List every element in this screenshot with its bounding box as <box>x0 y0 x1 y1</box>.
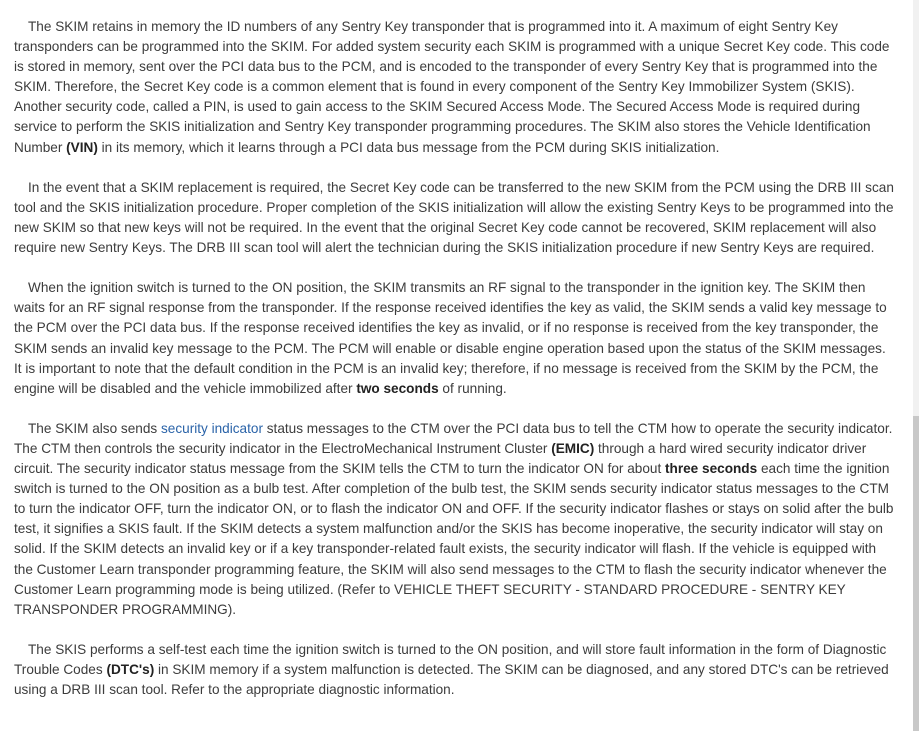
emphasized-term: three seconds <box>665 461 758 477</box>
paragraph-text: in SKIM memory if a system malfunction is detected. The SKIM can be diagnosed, and any stored DTC's can be retrieved using a DRB III scan tool. Refer to the appropriate diagnostic information. <box>14 662 889 698</box>
security-indicator-link[interactable]: security indicator <box>160 420 263 436</box>
paragraph-text: When the ignition switch is turned to the ON position, the SKIM transmits an RF signal to the transponder in the ignition key. The SKIM then waits for an RF signal response from the transponder. If the response received identifies the key as valid, the SKIM sends a valid key message to the PCM over the PCI data bus. If the response received identifies the key as invalid, or if no response is received from the key transponder, the SKIM sends an invalid key message to the PCM. The PCM will enable or disable engine operation based upon the status of the SKIM messages. It is important to note that the default condition in the PCM is an invalid key; therefore, if no message is received from the SKIM by the PCM, the engine will be disabled and the vehicle immobilized after <box>14 280 887 396</box>
paragraph-text: status messages to the CTM over the PCI data bus to tell the CTM how to operate the security indicator. The CTM then controls the security indicator in the ElectroMechanical Instrument Cluster <box>14 420 893 456</box>
paragraph-text: of running. <box>438 380 507 396</box>
paragraph <box>14 178 896 258</box>
paragraph <box>14 419 896 620</box>
scrollbar-thumb[interactable] <box>913 416 919 731</box>
paragraph <box>14 278 896 399</box>
paragraph-text: The SKIM also sends <box>28 420 161 436</box>
paragraph <box>14 17 896 158</box>
emphasized-term: (VIN) <box>66 139 98 155</box>
paragraph-text: each time the ignition switch is turned to the ON position as a bulb test. After completion of the bulb test, the SKIM sends security indicator status messages to the CTM to turn the indicator OFF, turn the indicator ON, or to flash the indicator ON and OFF. If the security indicator flashes or stays on solid after the bulb test, it signifies a SKIS fault. If the SKIM detects a system malfunction and/or the SKIS has become inoperative, the security indicator will stay on solid. If the SKIM detects an invalid key or if a key transponder-related fault exists, the security indicator will flash. If the vehicle is equipped with the Customer Learn transponder programming feature, the SKIM will also send messages to the CTM to flash the security indicator whenever the Customer Learn programming mode is being utilized. (Refer to VEHICLE THEFT SECURITY - STANDARD PROCEDURE - SENTRY KEY TRANSPONDER PROGRAMMING). <box>14 461 894 617</box>
emphasized-term: (EMIC) <box>551 440 595 456</box>
document-body <box>14 17 896 720</box>
vertical-scrollbar[interactable] <box>913 0 919 731</box>
emphasized-term: (DTC's) <box>106 662 155 677</box>
paragraph-text: The SKIM retains in memory the ID numbers of any Sentry Key transponder that is programmed into it. A maximum of eight Sentry Key transponders can be programmed into the SKIM. For added system security each SKIM is programmed with a unique Secret Key code. This code is stored in memory, sent over the PCI data bus to the PCM, and is encoded to the transponder of every Sentry Key that is programmed into the SKIM. Therefore, the Secret Key code is a common element that is found in every component of the Sentry Key Immobilizer System (SKIS). Another security code, called a PIN, is used to gain access to the SKIM Secured Access Mode. The Secured Access Mode is required during service to perform the SKIS initialization and Sentry Key transponder programming procedures. The SKIM also stores the Vehicle Identification Number <box>14 19 890 155</box>
paragraph-text: In the event that a SKIM replacement is required, the Secret Key code can be transferred to the new SKIM from the PCM using the DRB III scan tool and the SKIS initialization procedure. Proper completion of the SKIS initialization will allow the existing Sentry Keys to be programmed into the new SKIM so that new keys will not be required. In the event that the original Secret Key code cannot be recovered, SKIM replacement will also require new Sentry Keys. The DRB III scan tool will alert the technician during the SKIS initialization procedure if new Sentry Keys are required. <box>14 179 894 256</box>
paragraph <box>14 640 896 700</box>
paragraph-text: The SKIS performs a self-test each time the ignition switch is turned to the ON position, and will store fault information in the form of Diagnostic Trouble Codes <box>14 641 887 677</box>
paragraph-text: through a hard wired security indicator driver circuit. The security indicator status message from the SKIM tells the CTM to turn the indicator ON for about <box>14 440 867 477</box>
paragraph-text: in its memory, which it learns through a PCI data bus message from the PCM during SKIS initialization. <box>97 139 720 155</box>
emphasized-term: two seconds <box>356 380 439 396</box>
